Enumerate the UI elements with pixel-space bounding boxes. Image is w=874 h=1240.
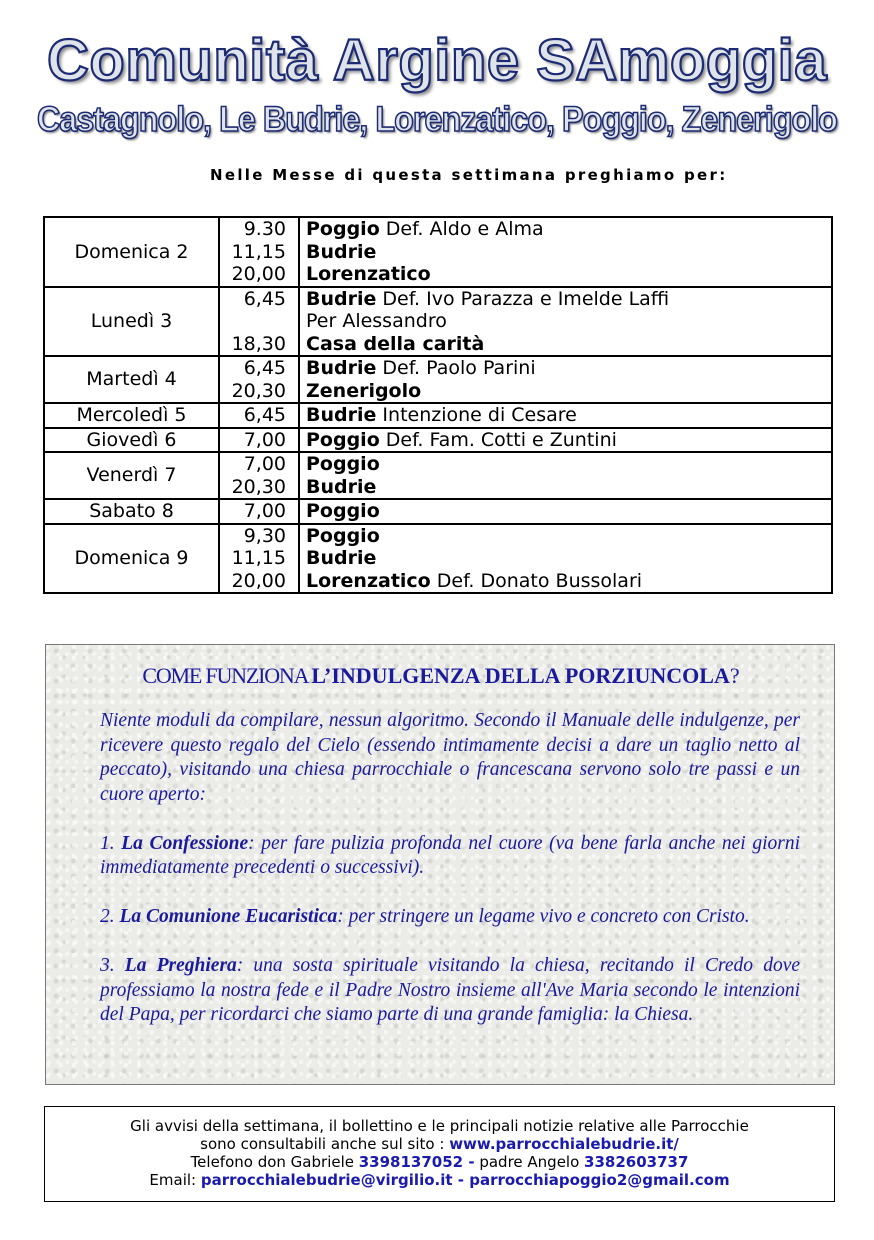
intentions-cell [299,217,832,287]
email-budrie[interactable]: parrocchialebudrie@virgilio.it [200,1171,453,1189]
community-title: Comunità Argine SAmoggia [47,28,827,93]
mass-time: 6,45 [243,404,286,426]
mass-location: Lorenzatico [306,263,431,285]
email-poggio[interactable]: parrocchiapoggio2@gmail.com [469,1171,730,1189]
website-link[interactable]: www.parrocchialebudrie.it/ [449,1135,679,1153]
schedule-row [44,452,832,499]
mass-intention [306,310,831,333]
intentions-cell [299,499,832,524]
footer-line-1: Gli avvisi della settimana, il bollettino e le principali notizie relative alle Parrocchie [130,1117,749,1135]
mass-intention [306,476,831,499]
mass-location: Budrie [306,475,377,498]
mass-time: 20,00 [231,263,286,285]
mass-location: Budrie [306,287,377,310]
times-cell [219,452,299,499]
step-name: La Confessione [121,832,249,854]
phone-label-2: padre Angelo [474,1153,585,1171]
indulgence-step [100,832,800,881]
times-cell [219,287,299,357]
email-separator: - [452,1171,470,1189]
step-text: : per stringere un legame vivo e concreto con Cristo. [337,906,750,927]
mass-time: 9,30 [243,524,286,547]
step-name: La Preghiera [124,955,237,976]
mass-time: 9.30 [243,218,286,240]
mass-time: 7,00 [243,500,286,522]
mass-time: 11,15 [231,240,286,263]
intentions-cell [299,403,832,428]
indulgence-step [100,905,800,930]
mass-time: 6,45 [243,287,286,310]
mass-note: Def. Paolo Parini [376,357,536,379]
mass-time: 11,15 [231,547,286,569]
mass-location: Budrie [306,240,377,263]
intentions-cell [299,428,832,453]
day-cell: Martedì 4 [44,356,219,403]
mass-intention [306,453,831,476]
schedule-row [44,499,832,524]
mass-location: Poggio [306,428,380,451]
mass-intention [306,241,831,264]
mass-schedule-table [43,216,833,594]
intentions-cell [299,287,832,357]
mass-intention [306,333,831,356]
mass-time: 20,30 [231,379,286,402]
intentions-cell [299,356,832,403]
footer-line-2 [45,1135,834,1153]
contact-footer [44,1106,835,1202]
phone-gabriele[interactable]: 3398137052 - [358,1153,475,1171]
step-name: La Comunione Eucaristica [119,906,338,927]
mass-time: 7,00 [243,453,286,475]
indulgence-title-suffix: ? [729,663,740,688]
intentions-cell [299,524,832,594]
mass-intention [306,357,831,380]
step-number: 1. [100,832,122,854]
schedule-row [44,217,832,287]
times-cell [219,356,299,403]
day-cell: Venerdì 7 [44,452,219,499]
footer-site-label: sono consultabili anche sul sito : [200,1135,450,1153]
mass-note: Per Alessandro [306,310,447,332]
mass-time: 20,30 [231,475,286,498]
mass-location: Poggio [306,524,380,547]
mass-intention [306,429,831,452]
intentions-cell [299,452,832,499]
mass-time: 7,00 [243,428,286,451]
indulgence-intro: Niente moduli da compilare, nessun algoritmo. Secondo il Manuale delle indulgenze, per ricevere questo regalo del Cielo (essendo intimamente decisi a dare un taglio netto al peccato), visitando una chiesa parrocchiale o francescana servono solo tre passi e un cuore aperto: [100,710,800,805]
times-cell [219,217,299,287]
mass-note: Intenzione di Cesare [376,404,577,426]
indulgence-title-prefix: COME FUNZIONA [142,663,312,688]
mass-location: Poggio [306,218,380,240]
mass-time: 18,30 [231,332,286,355]
mass-time [220,310,286,333]
times-cell [219,428,299,453]
day-cell: Giovedì 6 [44,428,219,453]
mass-intention [306,500,831,523]
step-number: 3. [100,955,125,976]
mass-intention [306,525,831,548]
parishes-subtitle: Castagnolo, Le Budrie, Lorenzatico, Poggio, Zenerigolo [36,100,838,139]
step-text: : una sosta spirituale visitando la chiesa, recitando il Credo dove professiamo la nostra fede e il Padre Nostro insieme all'Ave Maria secondo le intenzioni del Papa, per ricordarci che siamo parte di una grande famiglia: la Chiesa. [100,955,800,1025]
mass-note: Def. Fam. Cotti e Zuntini [379,428,617,451]
mass-intention [306,218,831,241]
email-label: Email: [149,1171,201,1189]
step-text: : per fare pulizia profonda nel cuore (va bene farla anche nei giorni immediatamente precedenti o successivi). [100,832,800,878]
mass-location: Poggio [306,453,380,475]
mass-note: Def. Ivo Parazza e Imelde Laffi [376,287,670,310]
day-cell: Domenica 2 [44,217,219,287]
day-cell: Domenica 9 [44,524,219,594]
mass-intention [306,288,831,311]
mass-note: Def. Aldo e Alma [379,218,544,240]
mass-location: Casa della carità [306,332,485,355]
schedule-row [44,428,832,453]
schedule-row [44,524,832,594]
mass-intention [306,380,831,403]
phone-angelo[interactable]: 3382603737 [584,1153,689,1171]
intro-line: Nelle Messe di questa settimana preghiamo per: [210,166,728,184]
indulgence-text [100,709,800,1052]
mass-location: Zenerigolo [306,379,422,402]
mass-location: Lorenzatico [306,569,431,592]
times-cell [219,499,299,524]
schedule-row [44,403,832,428]
mass-intention [306,404,831,427]
phone-label-1: Telefono don Gabriele [190,1153,359,1171]
footer-line-4 [45,1171,834,1189]
times-cell [219,403,299,428]
mass-time: 6,45 [243,357,286,379]
day-cell: Sabato 8 [44,499,219,524]
times-cell [219,524,299,594]
indulgence-box [45,644,835,1085]
mass-intention [306,547,831,570]
footer-line-3 [45,1153,834,1171]
mass-location: Budrie [306,404,377,426]
mass-location: Budrie [306,547,377,569]
indulgence-title-bold: L’INDULGENZA DELLA PORZIUNCOLA [311,663,730,688]
mass-intention [306,570,831,593]
indulgence-step [100,954,800,1028]
mass-location: Budrie [306,357,377,379]
day-cell: Lunedì 3 [44,287,219,357]
indulgence-title [46,663,836,689]
mass-note: Def. Donato Bussolari [430,569,643,592]
mass-intention [306,263,831,286]
mass-location: Poggio [306,500,380,522]
schedule-row [44,287,832,357]
step-number: 2. [100,906,120,927]
day-cell: Mercoledì 5 [44,403,219,428]
mass-time: 20,00 [231,569,286,592]
schedule-row [44,356,832,403]
